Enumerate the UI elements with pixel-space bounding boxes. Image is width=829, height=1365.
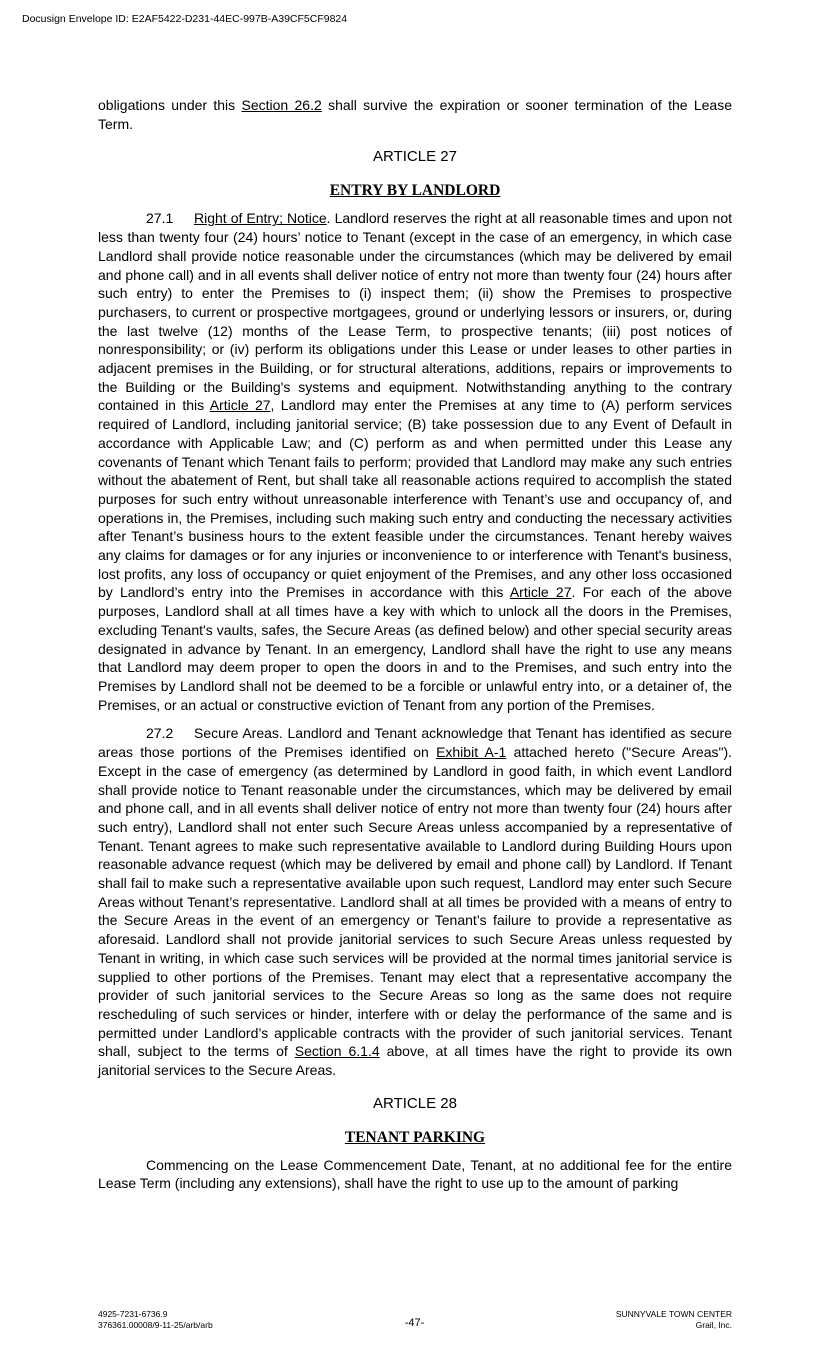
- envelope-id: Docusign Envelope ID: E2AF5422-D231-44EC-997B-A39CF5CF9824: [22, 13, 348, 25]
- section-27-1: [98, 209, 732, 714]
- section-26-2-reference: Section 26.2: [241, 97, 322, 113]
- footer-doc-number: 4925-7231-6736.9: [98, 1309, 168, 1319]
- page-body: [98, 96, 732, 1193]
- section-27-1-text-c: . For each of the above purposes, Landlord shall at all times have a key with which to unlock all the doors in the Premises, excluding Tenant's vaults, safes, the Secure Areas (as defined below) and other special security areas designated in advance by Tenant. In an emergency, Landlord shall have the right to use any means that Landlord may deem proper to open the doors in and to the Premises, and such entry into the Premises by Landlord shall not be deemed to be a forcible or unlawful entry into, or a detainer of, the Premises, or an actual or constructive eviction of Tenant from any portion of the Premises.: [98, 584, 733, 713]
- section-27-2-text-c: above, at all times have the right to provide its own janitorial services to the Secure Areas.: [98, 1043, 732, 1079]
- footer-property-name: SUNNYVALE TOWN CENTER: [615, 1309, 732, 1319]
- section-27-2-text-b: attached hereto ("Secure Areas"). Except in the case of emergency (as determined by Landlord in good faith, in which event Landlord shall provide notice to Tenant reasonable under the circumstances, which may be delivered by email and phone call, and in all events shall deliver notice of entry not more than twenty four (24) hours after such entry), Landlord shall not enter such Secure Areas unless accompanied by a representative of Tenant. Tenant agrees to make such representative available to Landlord during Building Hours upon reasonable advance request (which may be delivered by email and phone call) by Landlord. If Tenant shall fail to make such a representative available upon such request, Landlord may enter such Secure Areas without Tenant’s representative. Landlord shall at all times be provided with a means of entry to the Secure Areas in the event of an emergency or Tenant’s failure to provide a representative as aforesaid. Landlord shall not provide janitorial services to such Secure Areas unless requested by Tenant in writing, in which case such services will be provided at the normal times janitorial service is supplied to other portions of the Premises. Tenant may elect that a representative accompany the provider of such janitorial services to the Secure Areas so long as the same does not require rescheduling of such services or hinder, interfere with or delay the performance of the same and is permitted under Landlord’s applicable contracts with the provider of such janitorial services. Tenant shall, subject to the terms of: [98, 744, 733, 1060]
- intro-text-end: shall survive the expiration or sooner termination of the Lease Term.: [98, 97, 732, 132]
- section-27-2-text-a: . Landlord and Tenant acknowledge that Tenant has identified as secure areas those portions of the Premises identified on: [98, 725, 732, 761]
- page-number: -47-: [404, 1317, 425, 1329]
- article-27-title: ENTRY BY LANDLORD: [329, 182, 501, 200]
- article-28-heading: ARTICLE 28: [373, 1094, 457, 1112]
- section-27-1-caption: Right of Entry; Notice: [194, 210, 327, 227]
- article-28-paragraph: [98, 1156, 732, 1193]
- article-27-reference: Article 27: [209, 397, 271, 414]
- footer-matter-number: 376361.00008/9-11-25/arb/arb: [98, 1320, 213, 1330]
- article-27-reference: Article 27: [509, 584, 572, 601]
- footer-tenant-name: Grail, Inc.: [695, 1320, 732, 1330]
- intro-paragraph: [98, 96, 732, 133]
- intro-text: obligations under this: [98, 97, 242, 113]
- section-27-2-number: 27.2: [146, 725, 174, 742]
- section-27-2-caption: Secure Areas: [194, 725, 279, 742]
- section-27-2: [98, 724, 732, 1079]
- article-27-heading: ARTICLE 27: [373, 148, 457, 166]
- section-27-1-number: 27.1: [146, 210, 174, 227]
- article-28-text: Commencing on the Lease Commencement Date, Tenant, at no additional fee for the entire Lease Term (including any extensions), shall have the right to use up to the amount of parking: [98, 1156, 732, 1192]
- exhibit-a-1-reference: Exhibit A-1: [436, 744, 507, 761]
- section-27-1-text-a: . Landlord reserves the right at all reasonable times and upon not less than twenty four (24) hours’ notice to Tenant (except in the case of an emergency, in which case Landlord shall provide notice reasonable under the circumstances (which may be delivered by email and phone call) and in all events shall deliver notice of entry not more than twenty four (24) hours after such entry) to enter the Premises to (i) inspect them; (ii) show the Premises to prospective purchasers, to current or prospective mortgagees, ground or underlying lessors or insurers, or, during the last twelve (12) months of the Lease Term, to prospective tenants; (iii) post notices of nonresponsibility; or (iv) perform its obligations under this Lease or under leases to other parties in adjacent premises in the Building, or for structural alterations, additions, repairs or improvements to the Building or the Building's systems and equipment. Notwithstanding anything to the contrary contained in this: [98, 210, 732, 414]
- footer-property: [616, 1309, 732, 1331]
- article-28-title: TENANT PARKING: [344, 1128, 486, 1146]
- section-27-1-text-b: , Landlord may enter the Premises at any time to (A) perform services required of Landlord, including janitorial service; (B) take possession due to any Event of Default in accordance with Applicable Law; and (C) perform as and when permitted under this Lease any covenants of Tenant which Tenant fails to perform; provided that Landlord may make any such entries without the abatement of Rent, but shall take all reasonable actions required to accomplish the stated purposes for such entry without unreasonable interference with Tenant’s use and occupancy of, and operations in, the Premises, including such making such entry and conducting the necessary activities after Tenant’s business hours to the extent feasible under the circumstances. Tenant hereby waives any claims for damages or for any injuries or inconvenience to or interference with Tenant's business, lost profits, any loss of occupancy or quiet enjoyment of the Premises, and any other loss occasioned by Landlord’s entry into the Premises in accordance with this: [98, 397, 732, 601]
- section-6-1-4-reference: Section 6.1.4: [294, 1043, 380, 1060]
